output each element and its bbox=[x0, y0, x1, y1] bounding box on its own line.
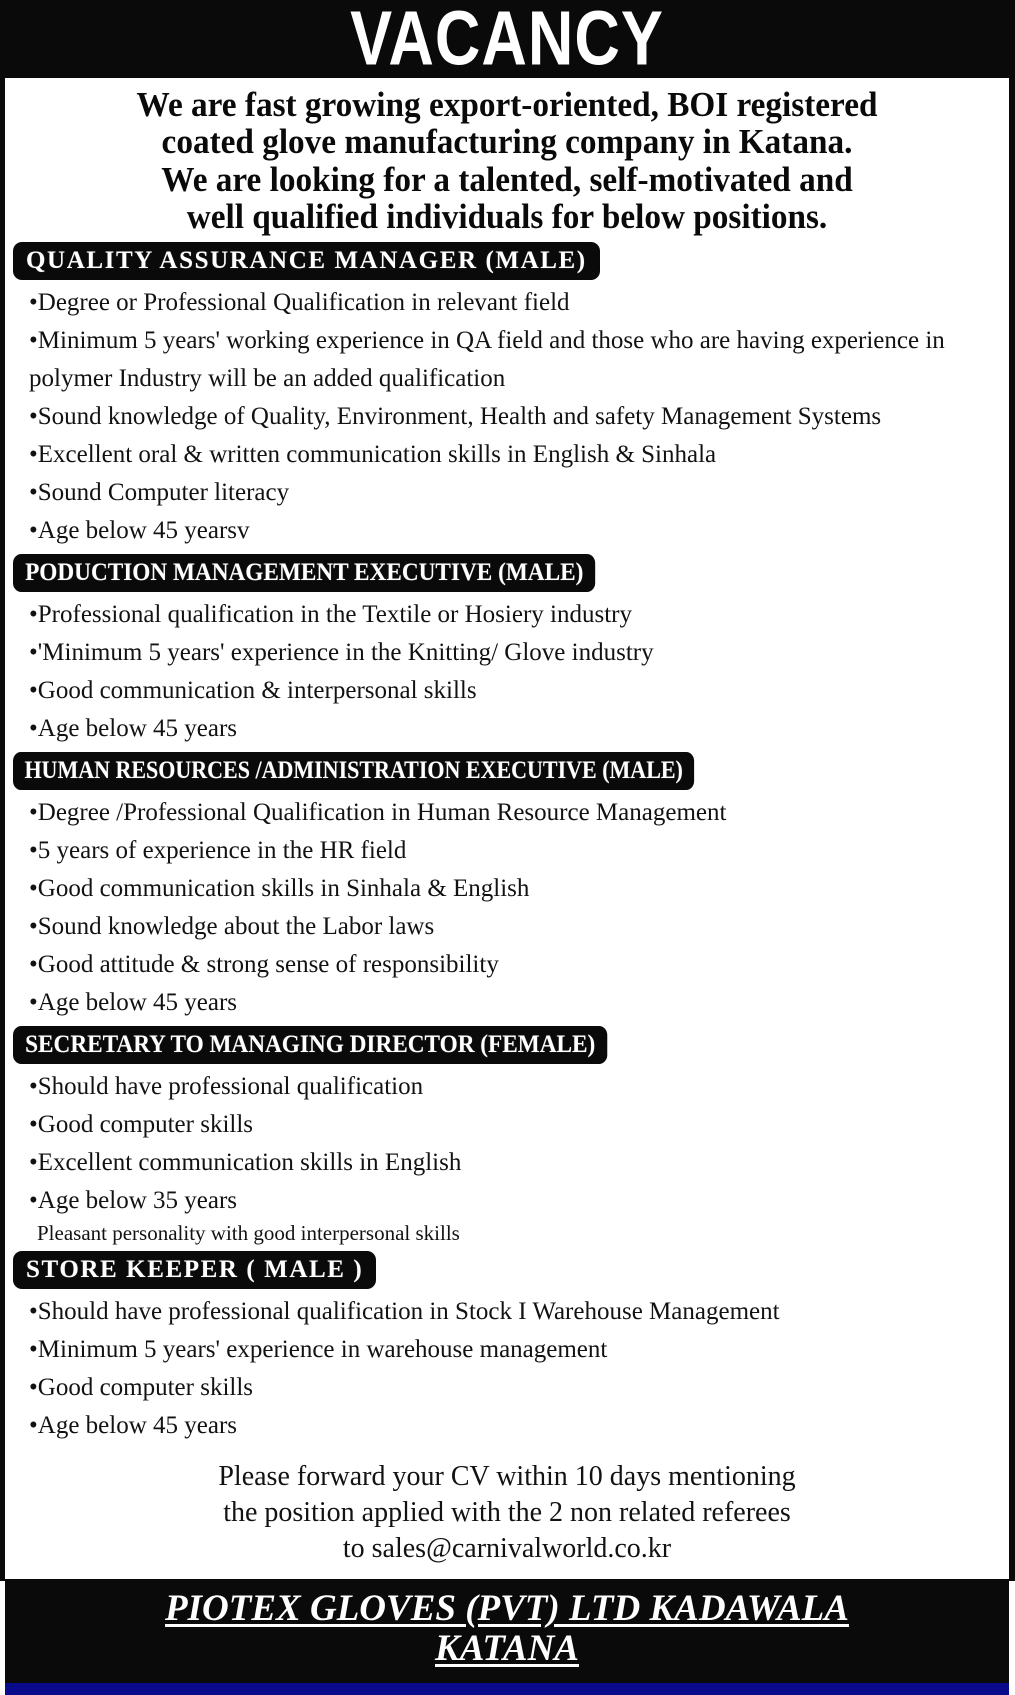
job-header-row bbox=[5, 1026, 1009, 1064]
bullet-icon: • bbox=[29, 714, 38, 742]
job-title-badge: PODUCTION MANAGEMENT EXECUTIVE (MALE) bbox=[13, 554, 595, 592]
requirement-text: Sound knowledge of Quality, Environment, Health and safety Management Systems bbox=[37, 402, 882, 430]
requirement-item bbox=[29, 596, 999, 634]
bottom-accent-strip bbox=[5, 1683, 1009, 1695]
company-location: KATANA bbox=[435, 1627, 579, 1669]
requirement-item bbox=[29, 1106, 999, 1144]
bullet-icon: • bbox=[29, 1298, 38, 1326]
requirement-item bbox=[29, 1331, 999, 1369]
requirement-item bbox=[29, 512, 999, 550]
requirement-text: Good communication skills in Sinhala & English bbox=[37, 874, 530, 902]
contact-email-line: to sales@carnivalworld.co.kr bbox=[342, 1533, 672, 1565]
requirement-text: Sound Computer literacy bbox=[37, 478, 290, 506]
bullet-icon: • bbox=[29, 1336, 38, 1364]
job-section-production-management-executive bbox=[5, 554, 1009, 750]
page-title: VACANCY bbox=[350, 0, 664, 82]
requirement-item bbox=[29, 832, 999, 870]
requirement-item bbox=[29, 322, 999, 398]
job-header-row bbox=[5, 1251, 1009, 1289]
job-title-badge: QUALITY ASSURANCE MANAGER (MALE) bbox=[13, 242, 600, 280]
requirement-text: Age below 45 years bbox=[37, 1412, 238, 1440]
job-section-secretary-to-managing-director bbox=[5, 1026, 1009, 1250]
job-header-row bbox=[5, 752, 1009, 790]
intro-line: We are looking for a talented, self-motivated and bbox=[161, 159, 853, 199]
requirement-item bbox=[29, 436, 999, 474]
bullet-icon: • bbox=[29, 478, 38, 506]
job-sections bbox=[5, 238, 1009, 1448]
job-header-row bbox=[5, 242, 1009, 280]
requirement-text: Professional qualification in the Textile or Hosiery industry bbox=[37, 600, 632, 628]
company-name: PIOTEX GLOVES (PVT) LTD KADAWALA bbox=[165, 1587, 849, 1629]
closing-line: the position applied with the 2 non related referees bbox=[223, 1497, 791, 1529]
intro-paragraph bbox=[30, 78, 984, 238]
requirement-note: Pleasant personality with good interpersonal skills bbox=[37, 1220, 460, 1245]
requirement-text: Age below 45 years bbox=[37, 988, 238, 1016]
bullet-icon: • bbox=[29, 288, 38, 316]
job-title-badge: STORE KEEPER ( MALE ) bbox=[13, 1251, 376, 1289]
job-section-store-keeper bbox=[5, 1251, 1009, 1447]
bullet-icon: • bbox=[29, 988, 38, 1016]
requirement-item bbox=[29, 1182, 999, 1220]
bullet-icon: • bbox=[29, 912, 38, 940]
bullet-icon: • bbox=[29, 600, 38, 628]
requirement-item bbox=[29, 634, 999, 672]
bullet-icon: • bbox=[29, 1374, 38, 1402]
application-instructions bbox=[5, 1449, 1009, 1578]
bullet-icon: • bbox=[29, 836, 38, 864]
bullet-icon: • bbox=[29, 440, 38, 468]
requirement-text: 'Minimum 5 years' experience in the Knitting/ Glove industry bbox=[37, 638, 654, 666]
requirement-item bbox=[29, 284, 999, 322]
requirement-item bbox=[29, 1407, 999, 1445]
intro-line: We are fast growing export-oriented, BOI registered bbox=[136, 85, 878, 124]
bullet-icon: • bbox=[29, 326, 38, 354]
company-footer bbox=[5, 1579, 1009, 1683]
requirements-list bbox=[5, 1064, 1009, 1250]
bullet-icon: • bbox=[29, 1110, 38, 1138]
requirement-text: Good computer skills bbox=[37, 1374, 254, 1402]
requirement-text: Minimum 5 years' experience in warehouse management bbox=[37, 1336, 608, 1364]
bullet-icon: • bbox=[29, 950, 38, 978]
bullet-icon: • bbox=[29, 1072, 38, 1100]
requirement-item bbox=[29, 908, 999, 946]
requirement-text: Age below 45 yearsv bbox=[37, 516, 250, 544]
requirement-item bbox=[29, 870, 999, 908]
closing-line: Please forward your CV within 10 days mentioning bbox=[218, 1461, 796, 1493]
requirement-text: Good communication & interpersonal skills bbox=[37, 676, 477, 704]
bullet-icon: • bbox=[29, 1186, 38, 1214]
requirement-text: Should have professional qualification in Stock I Warehouse Management bbox=[37, 1298, 780, 1326]
intro-line: well qualified individuals for below positions. bbox=[186, 197, 828, 237]
requirements-list bbox=[5, 790, 1009, 1024]
bullet-icon: • bbox=[29, 402, 38, 430]
requirement-item bbox=[29, 710, 999, 748]
bullet-icon: • bbox=[29, 874, 38, 902]
requirements-list bbox=[5, 592, 1009, 750]
job-section-quality-assurance-manager bbox=[5, 242, 1009, 552]
requirement-item bbox=[29, 946, 999, 984]
requirement-text: Excellent oral & written communication skills in English & Sinhala bbox=[37, 440, 717, 468]
requirement-text: Sound knowledge about the Labor laws bbox=[37, 912, 435, 940]
job-section-human-resources-administration-executive bbox=[5, 752, 1009, 1024]
vacancy-banner bbox=[5, 0, 1009, 82]
requirements-list bbox=[5, 280, 1009, 552]
bullet-icon: • bbox=[29, 1412, 38, 1440]
bullet-icon: • bbox=[29, 516, 38, 544]
bullet-icon: • bbox=[29, 638, 38, 666]
requirement-item bbox=[29, 984, 999, 1022]
requirement-text: Should have professional qualification bbox=[37, 1072, 424, 1100]
requirement-text: Good computer skills bbox=[37, 1110, 254, 1138]
requirement-item bbox=[29, 1369, 999, 1407]
intro-line: coated glove manufacturing company in Katana. bbox=[161, 122, 853, 162]
requirement-text: 5 years of experience in the HR field bbox=[37, 836, 407, 864]
bullet-icon: • bbox=[29, 798, 38, 826]
bullet-icon: • bbox=[29, 676, 38, 704]
requirement-item bbox=[29, 1068, 999, 1106]
requirement-text: Minimum 5 years' working experience in QA field and those who are having experience in polymer Industry will be an added qualification bbox=[29, 326, 945, 392]
requirement-item bbox=[29, 794, 999, 832]
job-header-row bbox=[5, 554, 1009, 592]
bullet-icon: • bbox=[29, 1148, 38, 1176]
requirement-item bbox=[29, 672, 999, 710]
requirements-list bbox=[5, 1289, 1009, 1447]
requirement-text: Degree or Professional Qualification in relevant field bbox=[37, 288, 570, 316]
requirement-text: Good attitude & strong sense of responsibility bbox=[37, 950, 499, 978]
requirement-text: Excellent communication skills in English bbox=[37, 1148, 462, 1176]
requirement-text: Age below 45 years bbox=[37, 714, 238, 742]
requirement-item bbox=[29, 1144, 999, 1182]
requirement-item bbox=[29, 474, 999, 512]
job-title-badge: SECRETARY TO MANAGING DIRECTOR (FEMALE) bbox=[13, 1026, 607, 1064]
requirement-text: Age below 35 years bbox=[37, 1186, 238, 1214]
job-title-badge: HUMAN RESOURCES /ADMINISTRATION EXECUTIVE (MALE) bbox=[13, 752, 694, 790]
requirement-text: Degree /Professional Qualification in Human Resource Management bbox=[37, 798, 727, 826]
requirement-item bbox=[29, 398, 999, 436]
requirement-item bbox=[29, 1293, 999, 1331]
